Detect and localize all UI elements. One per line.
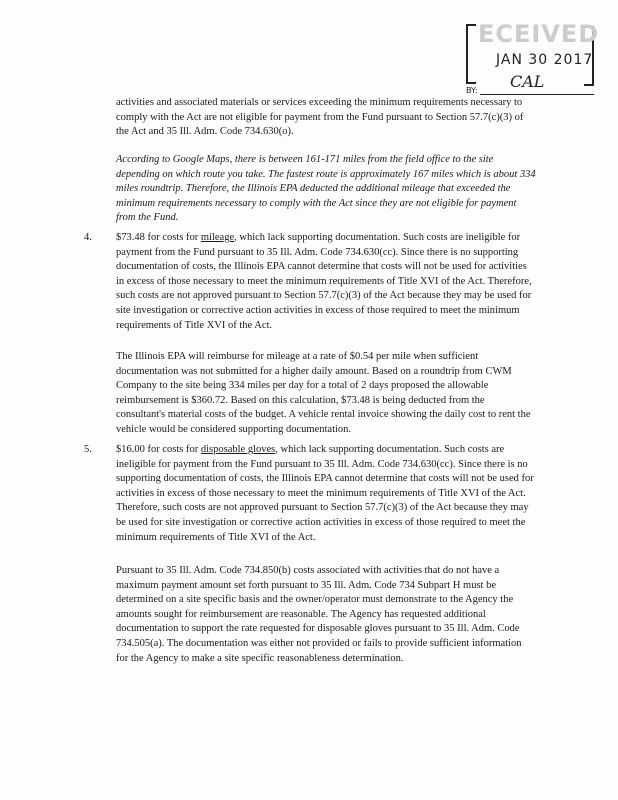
item-4-body: , which lack supporting documentation. Such costs are ineligible for payment from the Fund pursuant to 35 Ill. Adm. Code 734.630(cc). Since there is no supporting documentation of costs, the Illinois EPA cannot determine that costs will not be used for activities in excess of those necessary to meet the minimum requirements of Title XVI of the Act. Therefore, such costs are not approved pursuant to Section 57.7(c)(3) of the Act because they may be used for site investigation or corrective action activities in excess of those required to meet the minimum requirements of Title XVI of the Act. bbox=[116, 232, 532, 331]
received-stamp bbox=[466, 8, 616, 100]
stamp-by-line bbox=[480, 94, 594, 95]
item-4-lead: $73.48 for costs for bbox=[116, 232, 201, 243]
item-4-followup-paragraph: The Illinois EPA will reimburse for mileage at a rate of $0.54 per mile when sufficient documentation was not submitted for a higher daily amount. Based on a roundtrip from CWM Company to the site being 334 miles per day for a total of 2 days proposed the allowable reimbursement is $360.72. Based on this calculation, $73.48 is being deducted from the consultant's material costs of the budget. A vehicle rental invoice showing the daily cost to rent the vehicle would be considered supporting documentation. bbox=[116, 351, 531, 435]
stamp-by-label: BY: bbox=[466, 86, 478, 95]
intro-continuation-paragraph: activities and associated materials or services exceeding the minimum requirements necessary to comply with the Act are not eligible for payment from the Fund pursuant to Section 57.7(c)(3) of the Act and 35 Ill. Adm. Code 734.630(o). bbox=[116, 97, 524, 138]
stamp-date: JAN 30 2017 bbox=[496, 52, 594, 68]
italic-mileage-note: According to Google Maps, there is between 161-171 miles from the field office to the site depending on which route you take. The fastest route is approximately 167 miles which is about 334 miles roundtrip. Therefore, the Illinois EPA deducted the additional mileage that exceeded the minimum requirements necessary to comply with the Act since they are not eligible for payment from the Fund. bbox=[116, 154, 536, 224]
item-5-body: , which lack supporting documentation. Such costs are ineligible for payment from the Fund pursuant to 35 Ill. Adm. Code 734.630(cc). Since there is no supporting documentation of costs, the Illinois EPA cannot determine that costs will not be used for activities in excess of those necessary to meet the minimum requirements of Title XVI of the Act. Therefore, such costs are not approved pursuant to Section 57.7(c)(3) of the Act because they may be used for site investigation or corrective action activities in excess of those required to meet the minimum requirements of Title XVI of the Act. bbox=[116, 444, 534, 543]
stamp-received-word: ECEIVED bbox=[478, 20, 600, 48]
item-4-number: 4. bbox=[84, 232, 92, 243]
item-4-paragraph bbox=[116, 231, 536, 333]
item-5-followup-paragraph: Pursuant to 35 Ill. Adm. Code 734.850(b) costs associated with activities that do not have a maximum payment amount set forth pursuant to 35 Ill. Adm. Code 734 Subpart H must be determined on a site specific basis and the owner/operator must demonstrate to the Agency the amounts sought for reimbursement are reasonable. The Agency has requested additional documentation to support the rate requested for disposable gloves pursuant to 35 Ill. Adm. Code 734.505(a). The documentation was either not provided or fails to provide sufficient information for the Agency to make a site specific reasonableness determination. bbox=[116, 565, 522, 664]
stamp-left-bracket bbox=[466, 24, 476, 84]
item-5-number: 5. bbox=[84, 444, 92, 455]
item-4-subject: mileage bbox=[200, 232, 235, 243]
item-5-subject: disposable gloves bbox=[200, 444, 276, 455]
item-5-lead: $16.00 for costs for bbox=[116, 444, 201, 455]
stamp-initials: CAL bbox=[510, 72, 545, 91]
item-5-paragraph bbox=[116, 443, 536, 545]
